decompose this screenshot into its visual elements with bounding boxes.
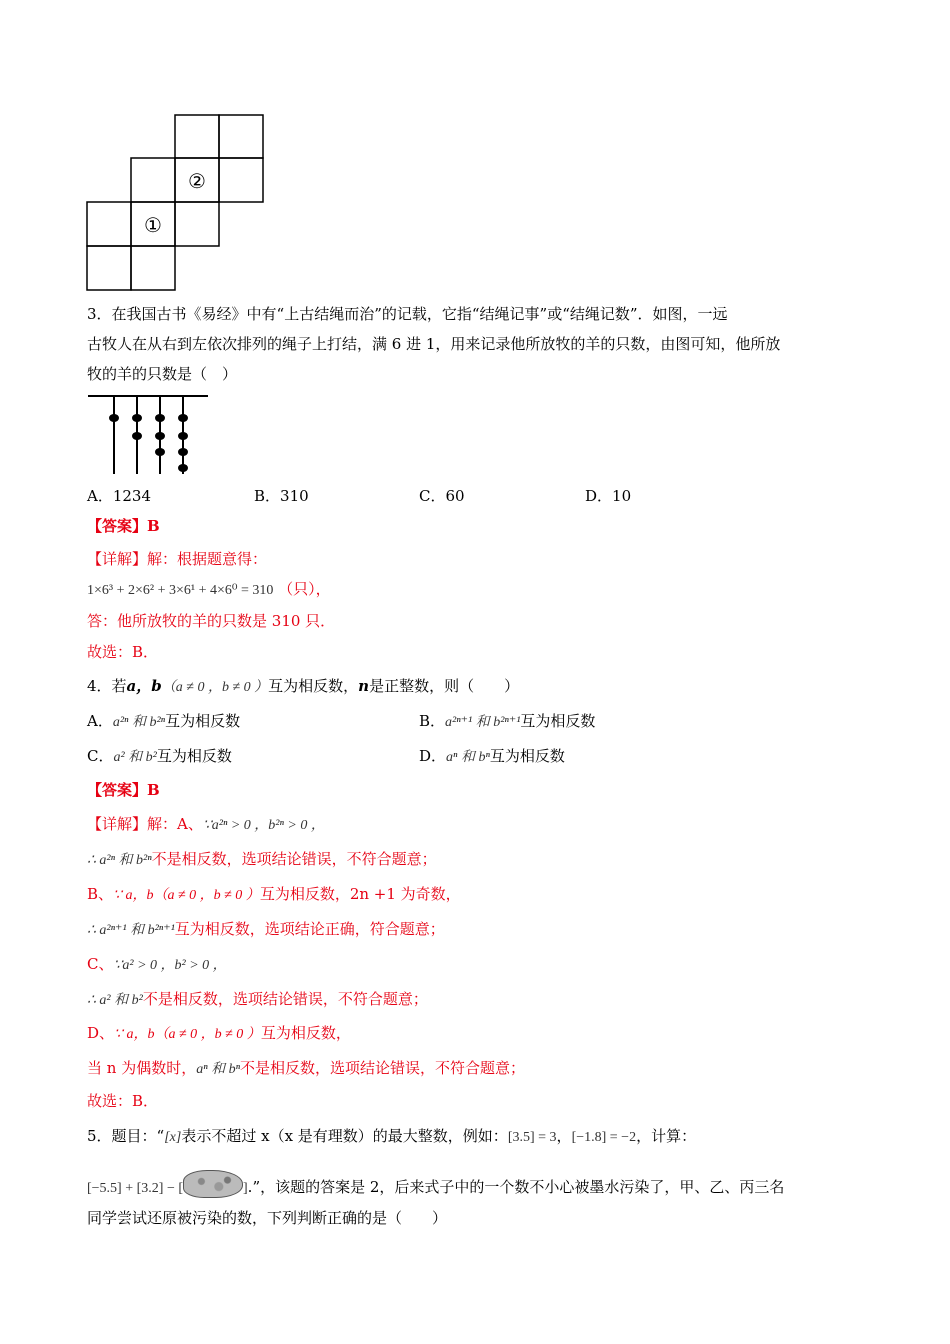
q4-option-b-text: 互为相反数 bbox=[520, 712, 596, 730]
q5-line-3: 同学尝试还原被污染的数，下列判断正确的是（ ） bbox=[87, 1209, 448, 1227]
q5-line2-text: .”，该题的答案是 2，后来式子中的一个数不小心被墨水污染了，甲、乙、丙三名 bbox=[247, 1178, 785, 1196]
q5-line1-c: ， bbox=[556, 1127, 572, 1145]
q4-detail-line bbox=[87, 813, 325, 837]
knot bbox=[155, 414, 165, 422]
q4-option-d[interactable] bbox=[419, 745, 565, 769]
q5-line1-a: 5．题目：“ bbox=[87, 1127, 165, 1145]
q3-formula: 1×6³ + 2×6² + 3×6¹ + 4×6⁰ = 310 bbox=[87, 583, 274, 598]
q5-line-2 bbox=[87, 1170, 784, 1200]
q5-line1-d: ，计算： bbox=[636, 1127, 697, 1145]
q5-line1-math1: [x] bbox=[164, 1130, 182, 1145]
q4-option-d-expr: aⁿ 和 bⁿ bbox=[446, 750, 490, 765]
q4-option-c-expr: a² 和 b² bbox=[113, 750, 157, 765]
q4-stem-cond: （a ≠ 0 ，b ≠ 0 ） bbox=[161, 680, 269, 695]
q4-detail-pre: C、 bbox=[87, 955, 114, 973]
q4-stem-b: 互为相反数， bbox=[268, 677, 359, 695]
q4-detail-post: 不是相反数，选项结论错误，不符合题意； bbox=[142, 990, 428, 1008]
knot bbox=[178, 432, 188, 440]
q4-detail-pre: D、 bbox=[87, 1024, 115, 1042]
q4-detail-line bbox=[87, 918, 445, 942]
q4-option-a[interactable] bbox=[87, 710, 240, 734]
q4-detail-line bbox=[87, 1022, 351, 1046]
q4-option-a-letter: A． bbox=[87, 712, 113, 730]
q3-choose: 故选：B． bbox=[87, 643, 159, 661]
q4-detail-post: 互为相反数，2n +1 为奇数， bbox=[259, 885, 461, 903]
q3-option-a[interactable]: A．1234 bbox=[87, 487, 152, 505]
q4-detail-post: 不是相反数，选项结论错误，不符合题意； bbox=[151, 850, 437, 868]
q4-option-d-letter: D． bbox=[419, 747, 447, 765]
q4-option-a-text: 互为相反数 bbox=[165, 712, 241, 730]
q4-detail-post: 互为相反数，选项结论正确，符合题意； bbox=[174, 920, 445, 938]
q4-detail-line bbox=[87, 1090, 158, 1114]
knot bbox=[178, 464, 188, 472]
q5-line2-math-end: ] bbox=[243, 1181, 248, 1196]
q4-detail-line bbox=[87, 848, 437, 872]
q4-detail-math: aⁿ 和 bⁿ bbox=[196, 1062, 241, 1077]
q5-line2-math: [−5.5] + [3.2] − [ bbox=[87, 1181, 183, 1196]
q3-line-3: 牧的羊的只数是（ ） bbox=[87, 365, 238, 383]
q3-option-b[interactable]: B．310 bbox=[254, 487, 309, 505]
q4-detail-line bbox=[87, 988, 428, 1012]
knot bbox=[155, 448, 165, 456]
grid-label-2: ② bbox=[188, 169, 206, 193]
q4-detail-pre: 故选：B． bbox=[87, 1092, 159, 1110]
q3-formula-line bbox=[87, 578, 331, 602]
q4-answer: 【答案】B bbox=[87, 781, 160, 799]
knot-rope-figure bbox=[86, 392, 212, 476]
q5-line1-b: 表示不超过 x（x 是有理数）的最大整数，例如： bbox=[181, 1127, 508, 1145]
q4-option-c-letter: C． bbox=[87, 747, 114, 765]
q4-detail-math: ∵ a，b（a ≠ 0 ，b ≠ 0 ） bbox=[113, 888, 260, 903]
ink-blot-icon bbox=[183, 1170, 243, 1198]
q5-line-1 bbox=[87, 1125, 696, 1149]
knot bbox=[132, 432, 142, 440]
q3-option-d[interactable]: D．10 bbox=[585, 487, 632, 505]
q4-detail-math: ∴ a² 和 b² bbox=[87, 993, 143, 1008]
knot bbox=[109, 414, 119, 422]
q4-option-b-expr: a²ⁿ⁺¹ 和 b²ⁿ⁺¹ bbox=[445, 715, 521, 730]
q3-answer: 【答案】B bbox=[87, 517, 160, 535]
q4-stem-vars: a，b bbox=[126, 677, 162, 695]
q4-option-b-letter: B． bbox=[419, 712, 446, 730]
q4-detail-line bbox=[87, 1057, 525, 1081]
q4-detail-math: ∴ a²ⁿ⁺¹ 和 b²ⁿ⁺¹ bbox=[87, 923, 175, 938]
knot bbox=[178, 448, 188, 456]
knot bbox=[178, 414, 188, 422]
q4-stem-n: n bbox=[358, 677, 370, 695]
q3-line-2: 古牧人在从右到左依次排列的绳子上打结，满 6 进 1，用来记录他所放牧的羊的只数，由图可知，他所放 bbox=[87, 335, 781, 353]
q4-detail-pre: B、 bbox=[87, 885, 114, 903]
q4-detail-line bbox=[87, 953, 227, 977]
q3-detail: 【详解】解：根据题意得： bbox=[87, 550, 268, 568]
q4-option-c-text: 互为相反数 bbox=[156, 747, 232, 765]
q4-detail-line bbox=[87, 883, 461, 907]
q3-conclusion: 答：他所放牧的羊的只数是 310 只． bbox=[87, 612, 336, 630]
q4-detail-pre: 【详解】解：A、 bbox=[87, 815, 203, 833]
q4-option-b[interactable] bbox=[419, 710, 595, 734]
q3-formula-unit: （只）， bbox=[278, 580, 331, 598]
knot bbox=[155, 432, 165, 440]
grid-label-1: ① bbox=[144, 213, 162, 237]
grid-figure bbox=[86, 113, 268, 293]
q4-detail-math: ∵a² > 0 ，b² > 0 ， bbox=[113, 958, 227, 973]
q5-line1-math3: [−1.8] = −2 bbox=[571, 1130, 637, 1145]
q5-line1-math2: [3.5] = 3 bbox=[507, 1130, 557, 1145]
q4-detail-pre: 当 n 为偶数时， bbox=[87, 1059, 197, 1077]
q3-option-c[interactable]: C．60 bbox=[419, 487, 465, 505]
q4-detail-post: 互为相反数， bbox=[260, 1024, 351, 1042]
q4-detail-math: ∵a²ⁿ > 0 ，b²ⁿ > 0 ， bbox=[202, 818, 325, 833]
q4-stem-c: 是正整数，则（ ） bbox=[369, 677, 520, 695]
q4-stem bbox=[87, 675, 519, 699]
q4-option-a-expr: a²ⁿ 和 b²ⁿ bbox=[112, 715, 166, 730]
q4-stem-a: 4．若 bbox=[87, 677, 127, 695]
q4-detail-math: ∴ a²ⁿ 和 b²ⁿ bbox=[87, 853, 152, 868]
q3-line-1: 3．在我国古书《易经》中有“上古结绳而治”的记载，它指“结绳记事”或“结绳记数”．如图，一远 bbox=[87, 305, 728, 323]
knot bbox=[132, 414, 142, 422]
q4-option-d-text: 互为相反数 bbox=[489, 747, 565, 765]
q4-detail-post: 不是相反数，选项结论错误，不符合题意； bbox=[240, 1059, 526, 1077]
q4-option-c[interactable] bbox=[87, 745, 232, 769]
q4-detail-math: ∵ a，b（a ≠ 0 ，b ≠ 0 ） bbox=[114, 1027, 261, 1042]
